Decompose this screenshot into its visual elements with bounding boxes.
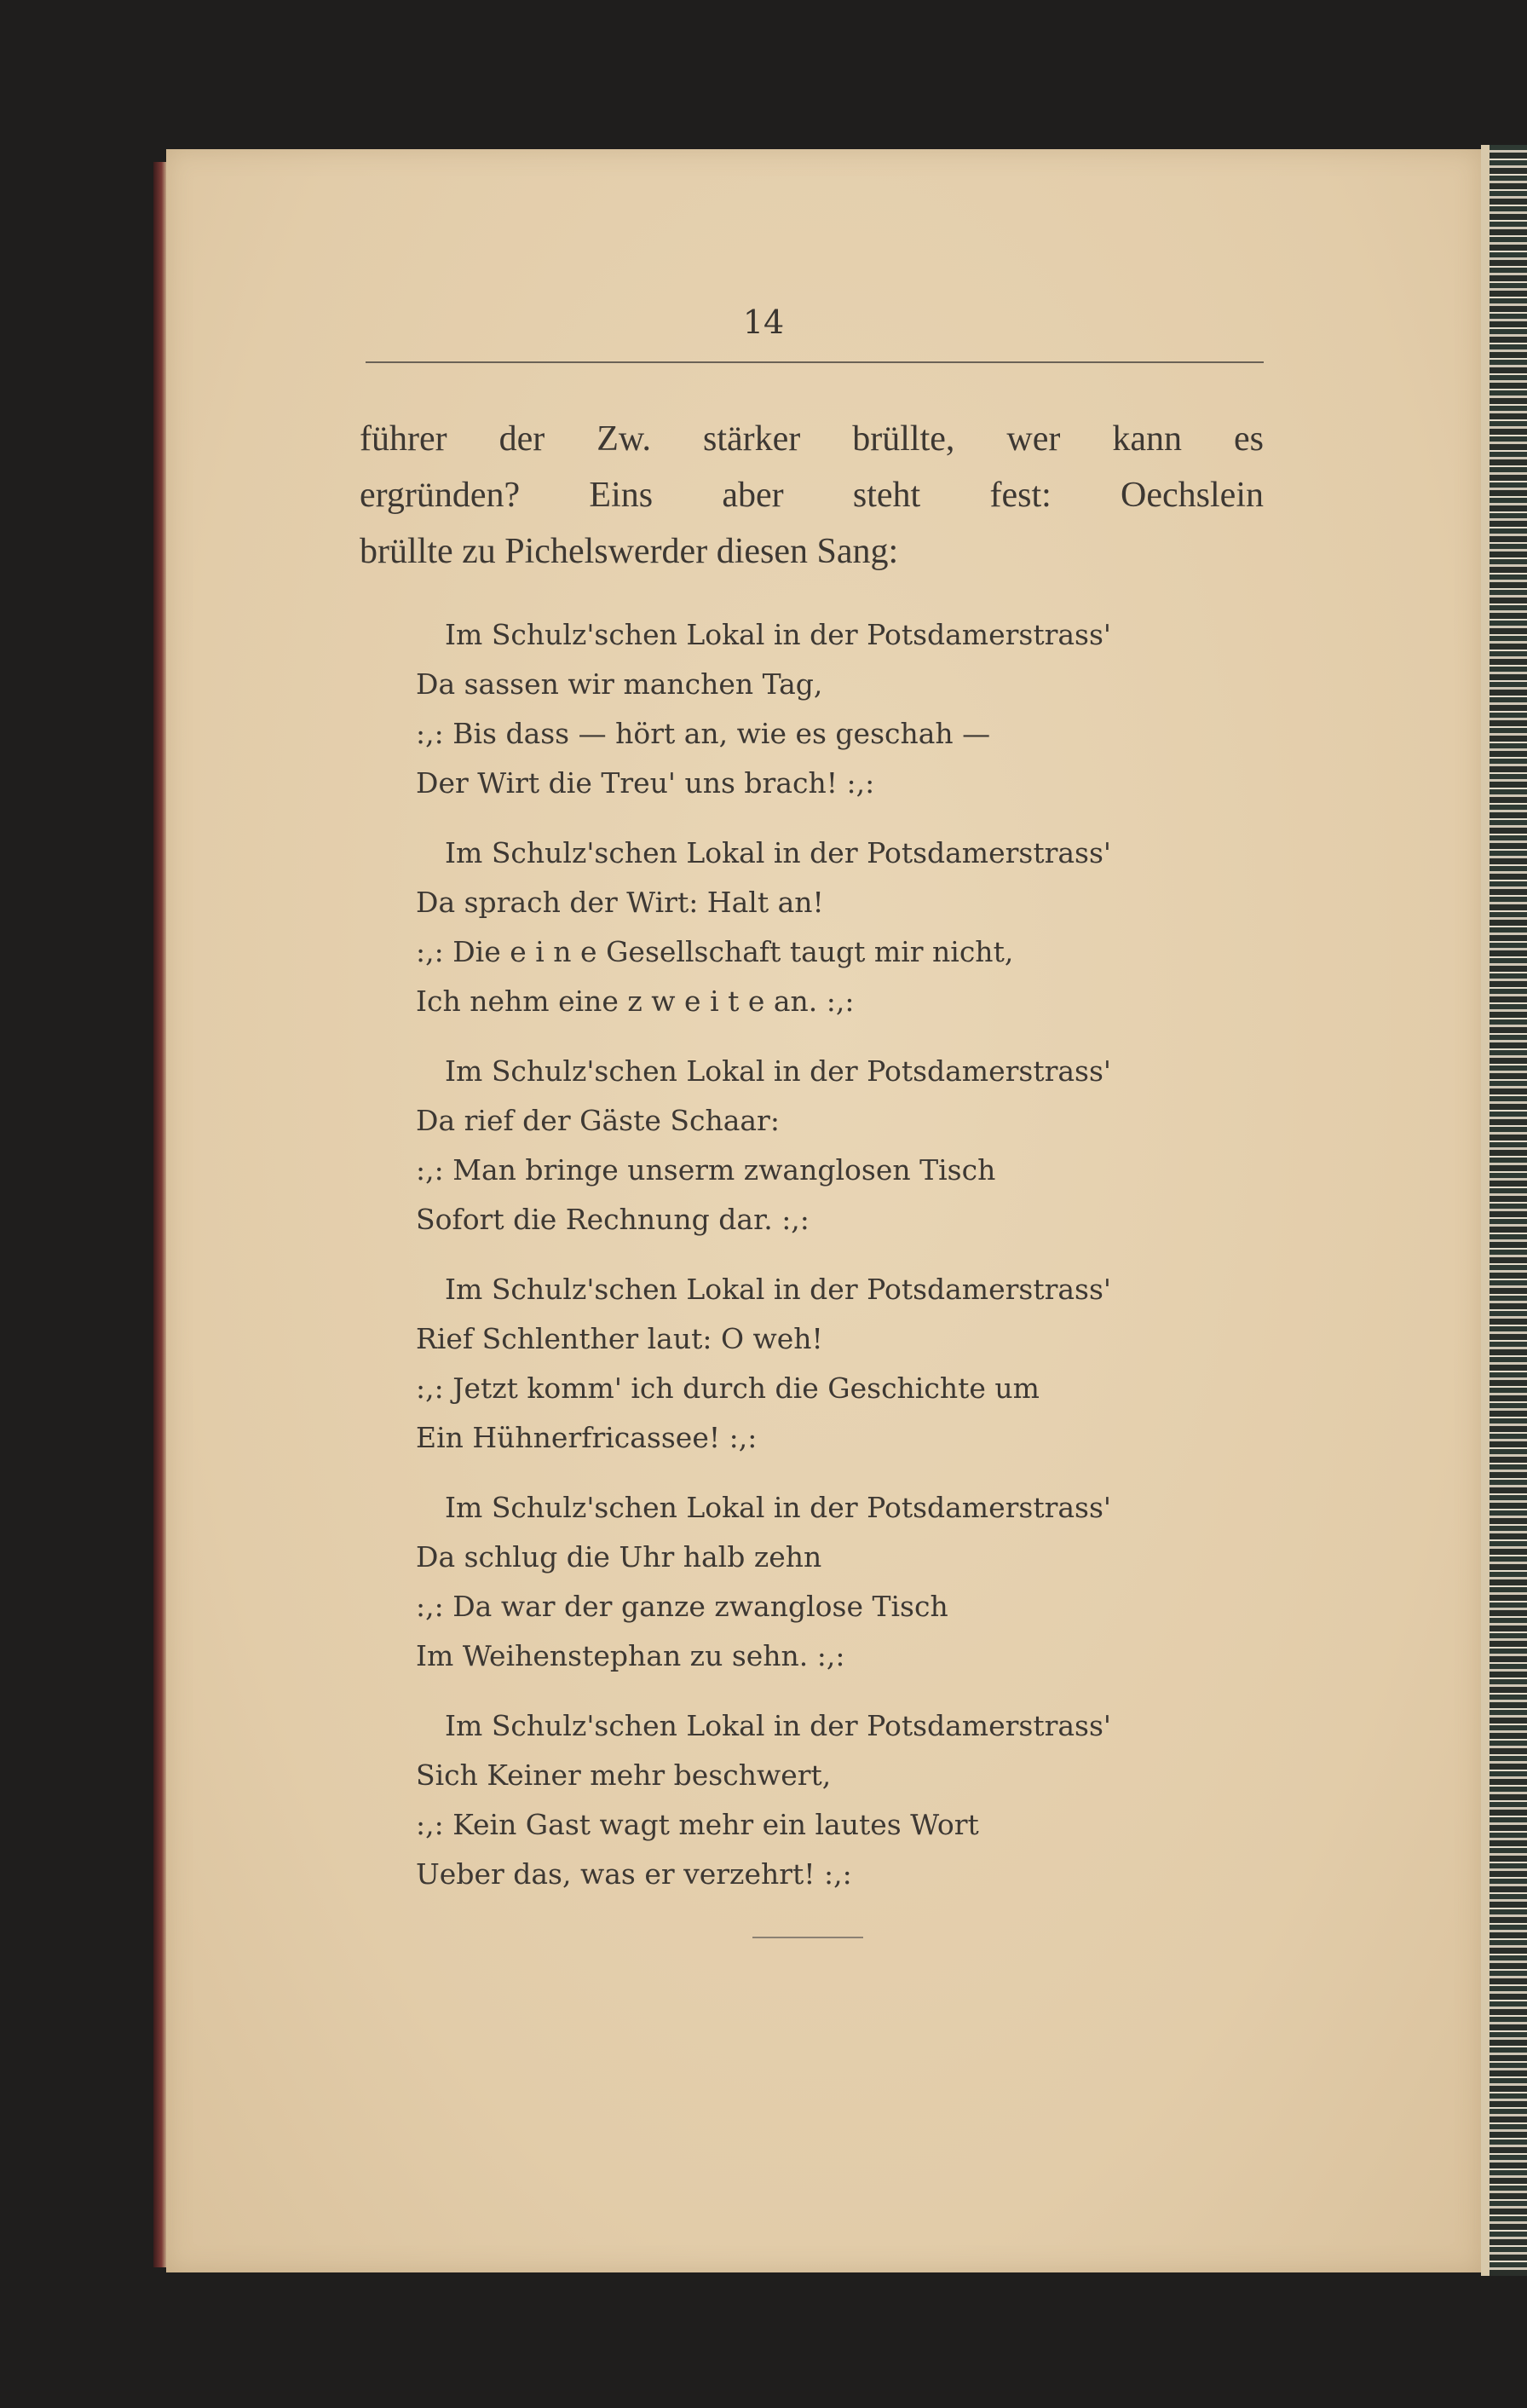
verse-line: Sofort die Rechnung dar. :,:	[416, 1203, 810, 1236]
prose-line: brüllte zu Pichelswerder diesen Sang:	[360, 532, 899, 571]
verse-line: :,: Die e i n e Gesellschaft taugt mir nicht,	[416, 935, 1014, 968]
verse-line: Im Schulz'schen Lokal in der Potsdamerstrass'	[445, 836, 1111, 869]
page-number: 14	[742, 303, 785, 341]
verse-line: :,: Bis dass — hört an, wie es geschah —	[416, 717, 991, 750]
stanza-3	[416, 1047, 1111, 1244]
verse-line: Der Wirt die Treu' uns brach! :,:	[416, 766, 875, 800]
verse-line: :,: Da war der ganze zwanglose Tisch	[416, 1590, 948, 1623]
stanza-2	[416, 829, 1111, 1026]
verse-line: Im Schulz'schen Lokal in der Potsdamerstrass'	[445, 1054, 1111, 1088]
verse-line: Da schlug die Uhr halb zehn	[416, 1540, 822, 1574]
verse-line: Im Schulz'schen Lokal in der Potsdamerstrass'	[445, 1273, 1111, 1306]
verse-line: :,: Man bringe unserm zwanglosen Tisch	[416, 1153, 996, 1187]
verse-line: Ein Hühnerfricassee! :,:	[416, 1421, 758, 1454]
stanza-5	[416, 1483, 1111, 1681]
verse-line: Im Weihenstephan zu sehn. :,:	[416, 1639, 845, 1672]
stanza-1	[416, 610, 1111, 808]
prose-line: führer der Zw. stärker brüllte, wer kann es	[360, 419, 1264, 459]
prose-paragraph	[360, 411, 1264, 580]
verse-line: Ich nehm eine z w e i t e an. :,:	[416, 985, 855, 1018]
header-rule	[366, 361, 1264, 363]
verse-line: Rief Schlenther laut: O weh!	[416, 1322, 823, 1355]
verse-line: :,: Kein Gast wagt mehr ein lautes Wort	[416, 1808, 979, 1841]
verse-line: Sich Keiner mehr beschwert,	[416, 1758, 832, 1792]
verse-line: Im Schulz'schen Lokal in der Potsdamerstrass'	[445, 1709, 1111, 1742]
prose-line: ergründen? Eins aber steht fest: Oechslein	[360, 476, 1264, 515]
stanza-6	[416, 1701, 1111, 1899]
verse-line: Da sassen wir manchen Tag,	[416, 667, 823, 701]
verse-line: Da rief der Gäste Schaar:	[416, 1104, 780, 1137]
stanza-4	[416, 1265, 1111, 1463]
verse-line: Im Schulz'schen Lokal in der Potsdamerstrass'	[445, 618, 1111, 651]
verse-line: Da sprach der Wirt: Halt an!	[416, 886, 824, 919]
end-rule	[752, 1937, 863, 1938]
verse-line: :,: Jetzt komm' ich durch die Geschichte um	[416, 1371, 1040, 1405]
verse-line: Ueber das, was er verzehrt! :,:	[416, 1857, 852, 1891]
verse-line: Im Schulz'schen Lokal in der Potsdamerstrass'	[445, 1491, 1111, 1524]
